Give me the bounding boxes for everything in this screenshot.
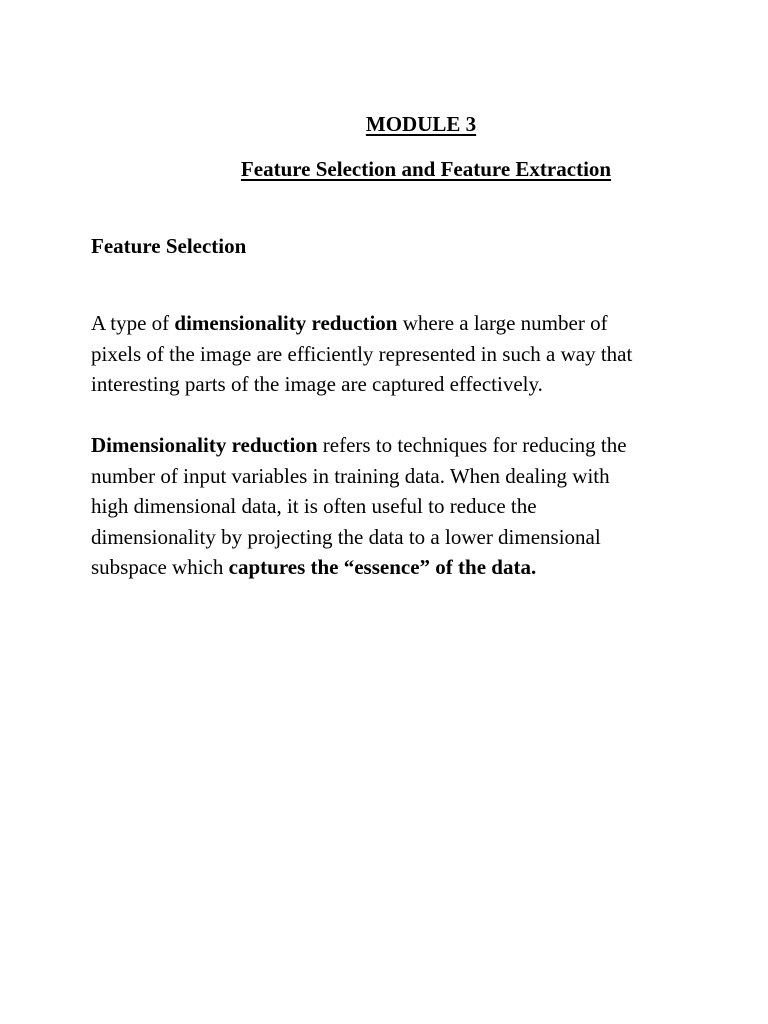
text-span: refers to techniques for reducing the bbox=[317, 433, 627, 457]
text-span: where a large number of bbox=[397, 311, 608, 335]
bold-phrase: captures the “essence” of the data. bbox=[228, 555, 537, 579]
text-span: A type of bbox=[91, 311, 175, 335]
paragraph-line bbox=[91, 430, 711, 461]
text-span: subspace which bbox=[91, 555, 229, 579]
bold-term: Dimensionality reduction bbox=[91, 433, 318, 457]
paragraph-line: dimensionality by projecting the data to a lower dimensional bbox=[91, 524, 601, 549]
paragraph-line bbox=[91, 308, 711, 339]
module-title: MODULE 3 bbox=[365, 112, 477, 136]
section-heading: Feature Selection bbox=[91, 234, 247, 258]
document-subtitle: Feature Selection and Feature Extraction bbox=[240, 157, 612, 181]
paragraph-line: pixels of the image are efficiently represented in such a way that bbox=[91, 341, 633, 366]
paragraph-line: interesting parts of the image are captured effectively. bbox=[91, 372, 543, 396]
bold-term: dimensionality reduction bbox=[174, 311, 398, 335]
paragraph-feature-selection-definition bbox=[91, 308, 711, 400]
paragraph-line: number of input variables in training data. When dealing with bbox=[91, 463, 610, 488]
paragraph-line: high dimensional data, it is often useful to reduce the bbox=[91, 494, 537, 518]
paragraph-line bbox=[91, 552, 711, 583]
paragraph-dimensionality-reduction bbox=[91, 430, 711, 583]
